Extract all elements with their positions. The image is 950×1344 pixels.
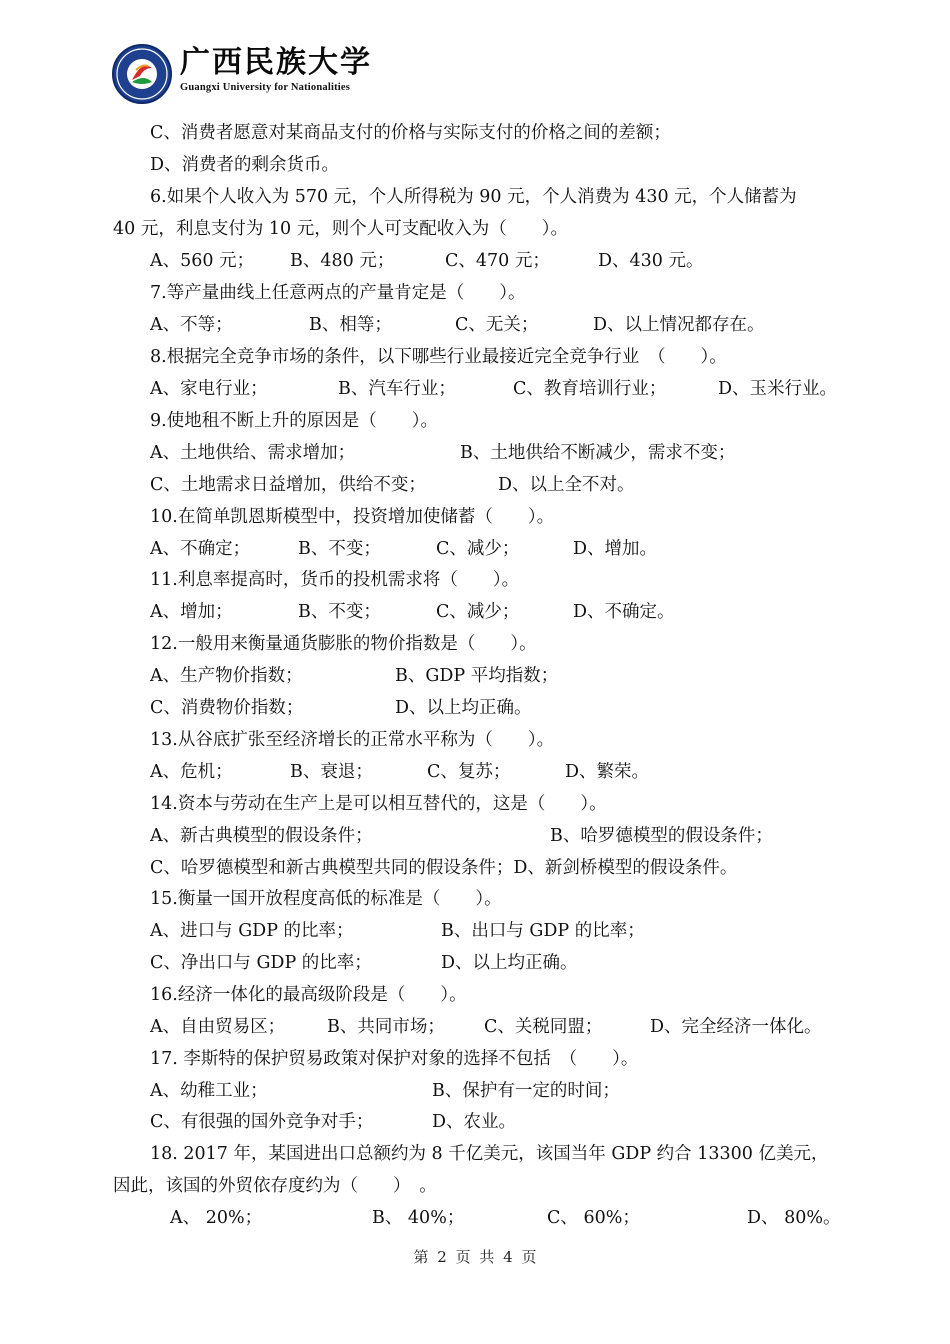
q6-option-a: A、560 元； xyxy=(150,251,255,271)
q18-option-d: D、 80%。 xyxy=(747,1208,841,1228)
q15-option-c: C、净出口与 GDP 的比率； xyxy=(150,953,372,973)
q13-option-d: D、繁荣。 xyxy=(565,762,650,782)
q12-option-d: D、以上均正确。 xyxy=(395,698,532,718)
q14-options-cd: C、哈罗德模型和新古典模型共同的假设条件；D、新剑桥模型的假设条件。 xyxy=(150,858,738,878)
q18-option-b: B、 40%； xyxy=(372,1208,465,1228)
q10-option-a: A、不确定； xyxy=(150,539,251,559)
q16-option-b: B、共同市场； xyxy=(327,1017,445,1037)
q18-option-c: C、 60%； xyxy=(547,1208,640,1228)
q11-option-a: A、增加； xyxy=(150,602,233,622)
q10-option-c: C、减少； xyxy=(436,539,520,559)
q9-option-c: C、土地需求日益增加，供给不变； xyxy=(150,475,426,495)
q12-stem: 12.一般用来衡量通货膨胀的物价指数是（ ）。 xyxy=(150,634,537,654)
university-name-cn: 广西民族大学 xyxy=(180,45,372,80)
q9-option-d: D、以上全不对。 xyxy=(498,475,635,495)
q15-option-d: D、以上均正确。 xyxy=(441,953,578,973)
q6-option-d: D、430 元。 xyxy=(598,251,704,271)
q17-option-b: B、保护有一定的时间； xyxy=(432,1081,620,1101)
q10-option-b: B、不变； xyxy=(298,539,381,559)
q14-stem: 14.资本与劳动在生产上是可以相互替代的，这是（ ）。 xyxy=(150,794,607,814)
q16-option-c: C、关税同盟； xyxy=(484,1017,603,1037)
q6-stem-line1: 6.如果个人收入为 570 元，个人所得税为 90 元，个人消费为 430 元，个人储蓄为 xyxy=(150,187,797,207)
q14-option-a: A、新古典模型的假设条件； xyxy=(150,826,373,846)
q9-option-b: B、土地供给不断减少，需求不变； xyxy=(460,443,736,463)
university-logo-icon xyxy=(112,44,172,104)
q11-option-d: D、不确定。 xyxy=(573,602,675,622)
q11-option-b: B、不变； xyxy=(298,602,381,622)
q17-option-d: D、农业。 xyxy=(432,1112,517,1132)
q12-option-c: C、消费物价指数； xyxy=(150,698,304,718)
q7-stem: 7.等产量曲线上任意两点的产量肯定是（ ）。 xyxy=(150,283,526,303)
q17-option-a: A、幼稚工业； xyxy=(150,1081,268,1101)
q7-option-c: C、无关； xyxy=(455,315,539,335)
q18-stem-line2: 因此，该国的外贸依存度约为（ ） 。 xyxy=(113,1176,437,1196)
q5-option-d: D、消费者的剩余货币。 xyxy=(150,155,340,175)
q18-stem-line1: 18. 2017 年，某国进出口总额约为 8 千亿美元，该国当年 GDP 约合 13300 亿美元， xyxy=(150,1144,829,1164)
page-number: 第 2 页 共 4 页 xyxy=(413,1248,537,1266)
q9-stem: 9.使地租不断上升的原因是（ ）。 xyxy=(150,411,438,431)
q16-stem: 16.经济一体化的最高级阶段是（ ）。 xyxy=(150,985,467,1005)
q16-option-d: D、完全经济一体化。 xyxy=(650,1017,822,1037)
q14-option-b: B、哈罗德模型的假设条件； xyxy=(550,826,773,846)
q10-stem: 10.在简单凯恩斯模型中，投资增加使储蓄（ ）。 xyxy=(150,507,555,527)
q7-option-a: A、不等； xyxy=(150,315,233,335)
q11-option-c: C、减少； xyxy=(436,602,520,622)
q6-stem-line2: 40 元，利息支付为 10 元，则个人可支配收入为（ ）。 xyxy=(113,219,568,239)
q17-option-c: C、有很强的国外竞争对手； xyxy=(150,1112,374,1132)
q18-option-a: A、 20%； xyxy=(170,1208,263,1228)
university-name-en: Guangxi University for Nationalities xyxy=(180,82,351,93)
q17-stem: 17. 李斯特的保护贸易政策对保护对象的选择不包括 （ ）。 xyxy=(150,1049,639,1069)
q13-option-b: B、衰退； xyxy=(290,762,373,782)
q15-option-a: A、进口与 GDP 的比率； xyxy=(150,921,354,941)
q12-option-a: A、生产物价指数； xyxy=(150,666,303,686)
q13-option-a: A、危机； xyxy=(150,762,233,782)
q10-option-d: D、增加。 xyxy=(573,539,658,559)
q11-stem: 11.利息率提高时，货币的投机需求将（ ）。 xyxy=(150,570,520,590)
q13-option-c: C、复苏； xyxy=(427,762,511,782)
q8-stem: 8.根据完全竞争市场的条件，以下哪些行业最接近完全竞争行业 （ ）。 xyxy=(150,347,727,367)
q12-option-b: B、GDP 平均指数； xyxy=(395,666,559,686)
q6-option-c: C、470 元； xyxy=(445,251,550,271)
q5-option-c: C、消费者愿意对某商品支付的价格与实际支付的价格之间的差额； xyxy=(150,123,671,143)
university-header xyxy=(112,44,372,104)
q15-stem: 15.衡量一国开放程度高低的标准是（ ）。 xyxy=(150,889,502,909)
q16-option-a: A、自由贸易区； xyxy=(150,1017,286,1037)
q7-option-d: D、以上情况都存在。 xyxy=(593,315,765,335)
q8-option-a: A、家电行业； xyxy=(150,379,268,399)
q7-option-b: B、相等； xyxy=(309,315,392,335)
q13-stem: 13.从谷底扩张至经济增长的正常水平称为（ ）。 xyxy=(150,730,555,750)
q8-option-d: D、玉米行业。 xyxy=(718,379,838,399)
q8-option-b: B、汽车行业； xyxy=(338,379,456,399)
q6-option-b: B、480 元； xyxy=(290,251,395,271)
q9-option-a: A、土地供给、需求增加； xyxy=(150,443,356,463)
q8-option-c: C、教育培训行业； xyxy=(513,379,667,399)
q15-option-b: B、出口与 GDP 的比率； xyxy=(441,921,645,941)
